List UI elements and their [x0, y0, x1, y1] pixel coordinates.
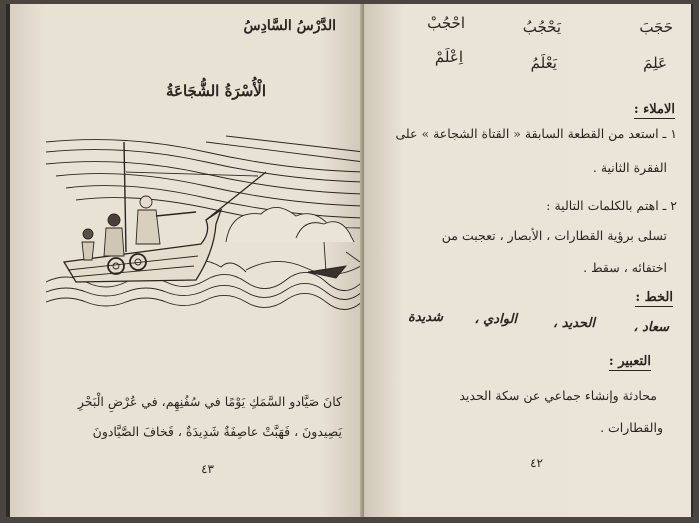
fishing-boat-illustration: [46, 132, 364, 314]
khatt-word-shadida: شديدة: [408, 310, 443, 325]
story-line-1: كانَ صَيَّادو السَّمَكِ يَوْمًا في سُفُنِهِم، في عُرْضِ الْبَحْرِ: [77, 394, 342, 409]
khatt-word-hadid: الحديد ،: [553, 316, 595, 331]
lesson-title: الدَّرْسُ السَّادِسُ: [243, 18, 336, 34]
word-uhjub: احْجُبْ: [427, 14, 465, 32]
imla-item-2-line-2: تسلى برؤية القطارات ، الأبصار ، تعجبت من: [441, 228, 667, 243]
page-number: ٤٣: [201, 462, 214, 476]
word-ilam: اِعْلَمْ: [434, 48, 463, 66]
word-yalamu: يَعْلَمُ: [530, 54, 557, 72]
story-line-2: يَصِيدونَ ، فَهَبَّتْ عاصِفَةٌ شَدِيدَةٌ ، فَخافَ الصَّيَّادونَ: [92, 424, 342, 439]
open-book: [6, 4, 693, 517]
left-page: [10, 4, 364, 517]
khatt-word-suad: سعاد ،: [633, 320, 669, 335]
khatt-heading: الخط :: [635, 290, 673, 305]
word-alima: عَلِمَ: [643, 54, 667, 72]
word-yahjubu: يَحْجُبُ: [522, 18, 561, 36]
imla-item-1-line-1: ١ ـ استعد من القطعة السابقة « القتاة الشجاعة » على: [395, 126, 677, 141]
imla-heading: الاملاء :: [633, 102, 675, 117]
word-hajaba: حَجَبَ: [639, 18, 673, 36]
imla-item-1-line-2: الفقرة الثانية .: [592, 160, 667, 175]
tabir-heading: التعبير :: [608, 354, 651, 369]
right-page: [364, 4, 691, 517]
khatt-word-wadi: الوادي ،: [474, 312, 517, 327]
tabir-line-1: محادثة وإنشاء جماعي عن سكة الحديد: [459, 388, 657, 403]
tabir-line-2: والقطارات .: [600, 420, 663, 435]
imla-item-2-line-1: ٢ ـ اهتم بالكلمات التالية :: [546, 198, 677, 213]
page-number: ٤٢: [530, 456, 543, 470]
imla-item-2-line-3: اختفائه ، سقط .: [583, 260, 667, 275]
story-title: الْأُسْرَةُ الشُّجَاعَةُ: [165, 82, 266, 100]
